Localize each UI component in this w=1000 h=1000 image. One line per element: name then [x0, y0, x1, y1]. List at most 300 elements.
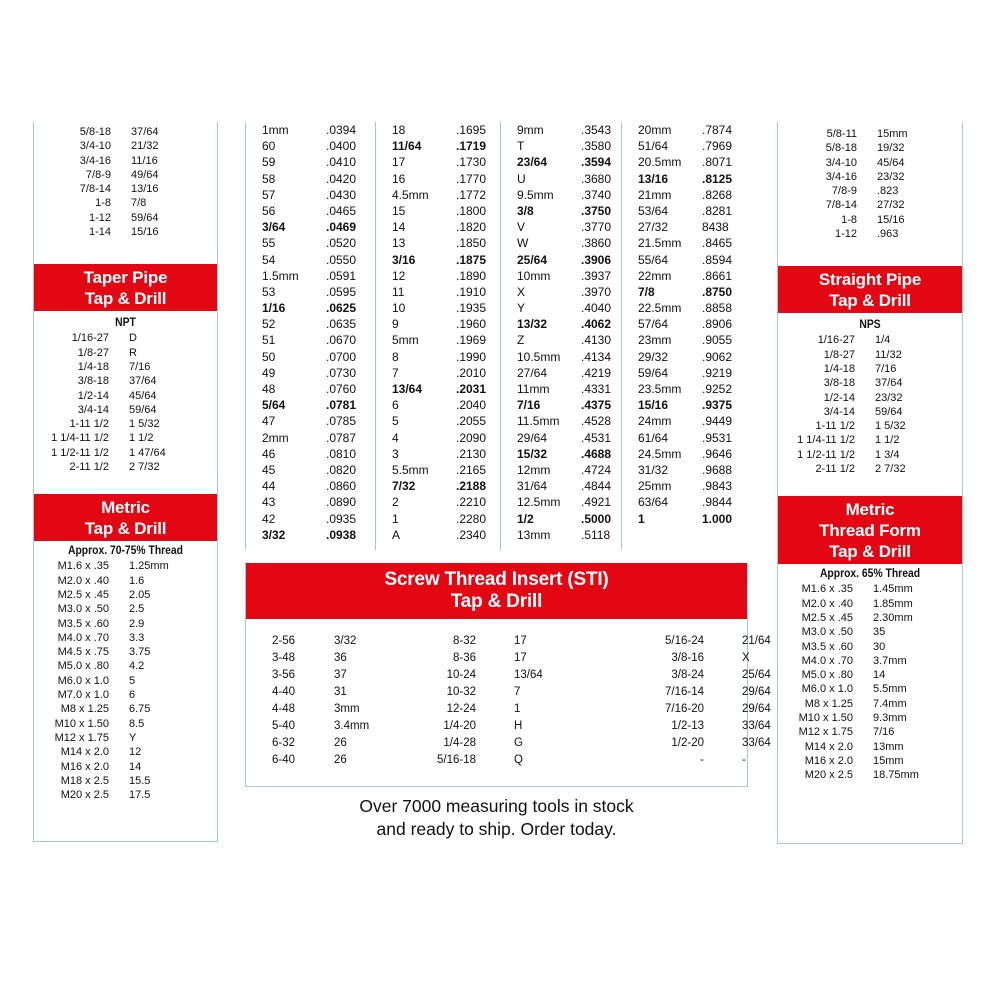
decimal-row	[246, 478, 372, 494]
decimal-row	[376, 316, 502, 332]
decimal-value: .2188	[456, 479, 487, 494]
drill-size: 5.5mm	[873, 683, 907, 696]
decimal-row	[501, 316, 627, 332]
decimal-value: .1910	[456, 284, 487, 299]
drill-size: 59/64	[129, 403, 157, 416]
taper-pipe-title-line1: Taper Pipe	[83, 268, 168, 288]
decimal-row	[622, 203, 748, 219]
table-row	[54, 617, 169, 631]
decimal-value: .1875	[456, 252, 487, 267]
drill-size: 19/32	[877, 142, 905, 155]
table-row	[56, 196, 159, 210]
drill-size: 15/16	[877, 213, 905, 226]
size-label: 2mm	[262, 430, 289, 445]
decimal-value: .1960	[456, 317, 487, 332]
decimal-row	[376, 284, 502, 300]
table-row	[54, 731, 169, 745]
decimal-value: .2280	[456, 511, 487, 526]
drill-size: 1/4	[875, 334, 891, 347]
decimal-value: .0785	[326, 414, 357, 429]
decimal-row	[246, 511, 372, 527]
decimal-row	[246, 365, 372, 381]
size-label: 25/64	[517, 252, 548, 267]
decimal-row	[246, 300, 372, 316]
drill-size: 7/16	[875, 362, 897, 375]
tap-size: 3/4-16	[825, 170, 857, 183]
size-label: 13/32	[517, 317, 548, 332]
decimal-value: .3860	[581, 236, 612, 251]
sti-tap-size: 12-24	[446, 703, 476, 715]
decimal-row	[622, 397, 748, 413]
tap-size: 1/4-18	[77, 360, 109, 373]
tap-size: 7/8-14	[79, 183, 111, 196]
tap-size: 1-11 1/2	[815, 420, 855, 433]
sti-tap-size: 4-40	[272, 686, 296, 698]
size-label: 43	[262, 495, 276, 510]
tap-size: 3/4-16	[79, 154, 111, 167]
drill-size: 1 1/2	[129, 432, 154, 445]
drill-size: 2.30mm	[873, 611, 913, 624]
decimal-value: .8281	[702, 203, 733, 218]
table-row	[54, 774, 169, 788]
decimal-row	[376, 154, 502, 170]
decimal-value: .0787	[326, 430, 357, 445]
decimal-value: .0820	[326, 462, 357, 477]
decimal-value: .4134	[581, 349, 612, 364]
tap-size: M16 x 2.0	[60, 760, 109, 773]
decimal-column	[500, 122, 627, 550]
tap-size: 7/8-14	[825, 199, 857, 212]
drill-size: .963	[877, 228, 899, 241]
decimal-value: .4219	[581, 365, 612, 380]
tap-size: M4.0 x .70	[801, 654, 853, 667]
decimal-value: .1990	[456, 349, 487, 364]
decimal-value: .9843	[702, 479, 733, 494]
decimal-value: .2040	[456, 398, 487, 413]
decimal-value: .0860	[326, 479, 357, 494]
table-row	[798, 611, 919, 625]
drill-size: 13mm	[873, 740, 904, 753]
decimal-value: .8071	[702, 155, 733, 170]
decimal-row	[622, 511, 748, 527]
decimal-value: .8750	[702, 284, 733, 299]
sti-drill-size: 21/64	[742, 635, 771, 647]
drill-size: 1.45mm	[873, 583, 913, 596]
table-row	[44, 360, 166, 374]
size-label: 23/64	[517, 155, 548, 170]
decimal-column	[375, 122, 502, 550]
size-label: 18	[392, 123, 406, 137]
drill-size: 15.5	[129, 774, 151, 787]
sti-tap-size: 6-40	[272, 754, 296, 766]
decimal-equivalents-table	[245, 122, 748, 552]
drill-size: 27/32	[877, 199, 905, 212]
table-row	[802, 213, 908, 227]
decimal-row	[246, 203, 372, 219]
metric-banner	[34, 494, 217, 541]
decimal-value: .9688	[702, 462, 733, 477]
decimal-value: .1935	[456, 301, 487, 316]
decimal-row	[622, 154, 748, 170]
tap-size: 3/4-10	[825, 156, 857, 169]
size-label: 22.5mm	[638, 301, 682, 316]
table-row	[798, 740, 919, 754]
table-row	[56, 154, 159, 168]
sti-drill-size: 37	[334, 669, 347, 681]
table-row	[56, 182, 159, 196]
decimal-row	[376, 203, 502, 219]
size-label: 12mm	[517, 462, 551, 477]
decimal-row	[376, 511, 502, 527]
table-row	[798, 668, 919, 682]
size-label: 5mm	[392, 333, 419, 348]
size-label: 9	[392, 317, 399, 332]
size-label: 56	[262, 203, 276, 218]
drill-size: 49/64	[131, 168, 159, 181]
decimal-value: .0520	[326, 236, 357, 251]
size-label: 3/64	[262, 220, 286, 235]
table-row	[54, 788, 169, 802]
sti-drill-size: H	[514, 720, 523, 732]
decimal-row	[246, 122, 372, 138]
drill-size: 7/16	[129, 360, 151, 373]
decimal-row	[246, 527, 372, 543]
size-label: 22mm	[638, 268, 672, 283]
drill-size: 2 7/32	[129, 461, 160, 474]
drill-size: 2.9	[129, 617, 145, 630]
sti-drill-size: 29/64	[742, 686, 771, 698]
size-label: 59/64	[638, 365, 669, 380]
decimal-row	[376, 219, 502, 235]
tap-size: M8 x 1.25	[804, 697, 853, 710]
decimal-row	[622, 494, 748, 510]
decimal-value: .0465	[326, 203, 357, 218]
tap-size: M8 x 1.25	[60, 703, 109, 716]
sti-tap-size: 8-36	[452, 652, 476, 664]
decimal-row	[376, 381, 502, 397]
table-row	[54, 559, 169, 573]
drill-size: 1 5/32	[129, 418, 160, 431]
table-row	[44, 460, 166, 474]
decimal-row	[501, 413, 627, 429]
decimal-value: .9646	[702, 446, 733, 461]
tap-size: M12 x 1.75	[54, 731, 109, 744]
tap-size: 2-11 1/2	[69, 461, 109, 474]
size-label: 53/64	[638, 203, 669, 218]
size-label: 1/2	[517, 511, 534, 526]
decimal-row	[622, 430, 748, 446]
decimal-row	[376, 462, 502, 478]
decimal-row	[376, 478, 502, 494]
metric-subhead: Approx. 70-75% Thread	[67, 545, 184, 558]
table-row	[54, 574, 169, 588]
decimal-row	[622, 381, 748, 397]
decimal-row	[246, 316, 372, 332]
size-label: A	[392, 527, 401, 542]
tap-size: M3.0 x .50	[801, 626, 853, 639]
decimal-value: .0730	[326, 365, 357, 380]
size-label: 13/64	[392, 382, 423, 396]
size-label: 11.5mm	[517, 414, 560, 429]
tap-size: M4.0 x .70	[57, 631, 109, 644]
tap-size: M20 x 2.5	[804, 769, 853, 782]
decimal-value: .1890	[456, 268, 487, 283]
decimal-value: .9219	[702, 365, 733, 380]
table-row	[798, 625, 919, 639]
size-label: 24.5mm	[638, 446, 682, 461]
decimal-row	[501, 494, 627, 510]
decimal-row	[622, 138, 748, 154]
decimal-value: .2031	[456, 382, 487, 396]
decimal-column	[245, 122, 372, 550]
tap-size: M14 x 2.0	[60, 746, 109, 759]
decimal-row	[246, 397, 372, 413]
table-row	[44, 431, 166, 445]
sti-drill-size: 17	[514, 652, 527, 664]
decimal-value: .3970	[581, 284, 612, 299]
decimal-row	[376, 171, 502, 187]
size-label: 23.5mm	[638, 382, 682, 396]
decimal-value: .3906	[581, 252, 612, 267]
tap-size: 1 1/4-11 1/2	[797, 434, 855, 447]
tap-size: M10 x 1.50	[54, 717, 109, 730]
size-label: 12.5mm	[517, 495, 561, 510]
straight-pipe-title-line1: Straight Pipe	[818, 270, 922, 290]
sti-drill-size: 3/32	[334, 635, 357, 647]
decimal-value: .0635	[326, 317, 357, 332]
size-label: 52	[262, 317, 276, 332]
decimal-row	[501, 154, 627, 170]
size-label: 20.5mm	[638, 155, 682, 170]
drill-size: 1 3/4	[875, 448, 900, 461]
decimal-row	[501, 122, 627, 138]
mtf-title-line3: Tap & Drill	[829, 542, 911, 562]
tap-size: M20 x 2.5	[60, 789, 109, 802]
decimal-value: .0394	[326, 123, 357, 137]
decimal-value: .8594	[702, 252, 733, 267]
tap-size: 3/8-18	[823, 377, 855, 390]
decimal-row	[376, 446, 502, 462]
table-row	[44, 389, 166, 403]
table-row	[56, 168, 159, 182]
decimal-value: .8858	[702, 301, 733, 316]
decimal-value: .2090	[456, 430, 487, 445]
size-label: 27/32	[638, 220, 669, 235]
size-label: 21.5mm	[638, 236, 682, 251]
table-row	[790, 433, 906, 447]
size-label: 48	[262, 382, 276, 396]
size-label: 57	[262, 187, 276, 202]
tap-size: M1.6 x .35	[801, 583, 853, 596]
decimal-row	[622, 252, 748, 268]
tap-size: M6.0 x 1.0	[57, 674, 109, 687]
sti-row	[272, 718, 802, 735]
tap-size: 1/8-27	[823, 348, 855, 361]
decimal-value: .4844	[581, 479, 612, 494]
tap-size: 1/16-27	[71, 332, 109, 345]
table-row	[798, 682, 919, 696]
drill-size: 1 5/32	[875, 420, 906, 433]
sti-drill-size: 7	[514, 686, 521, 698]
decimal-row	[501, 219, 627, 235]
npt-subhead: NPT	[115, 317, 136, 330]
table-row	[44, 346, 166, 360]
drill-size: 3.7mm	[873, 654, 907, 667]
mtf-title-line1: Metric	[845, 500, 895, 520]
decimal-row	[622, 268, 748, 284]
decimal-value: .9055	[702, 333, 733, 348]
drill-size: 15mm	[873, 754, 904, 767]
sti-row	[272, 650, 802, 667]
drill-size: 6.75	[129, 703, 151, 716]
mtf-subhead: Approx. 65% Thread	[819, 568, 921, 581]
size-label: 1.5mm	[262, 268, 299, 283]
tap-size: M2.5 x .45	[801, 611, 853, 624]
tap-size: 1-14	[88, 226, 111, 239]
size-label: 15	[392, 203, 406, 218]
table-row	[798, 597, 919, 611]
table-row	[54, 674, 169, 688]
decimal-value: .7874	[702, 123, 733, 137]
decimal-row	[376, 235, 502, 251]
decimal-value: .0595	[326, 284, 357, 299]
decimal-row	[246, 332, 372, 348]
drill-size: 15/16	[131, 226, 159, 239]
drill-size: 23/32	[877, 170, 905, 183]
size-label: 9.5mm	[517, 187, 554, 202]
tap-size: 1-12	[834, 228, 857, 241]
tap-size: 5/8-11	[826, 128, 857, 140]
size-label: 3	[392, 446, 399, 461]
decimal-row	[622, 365, 748, 381]
size-label: 10mm	[517, 268, 551, 283]
size-label: 7/16	[517, 398, 541, 413]
decimal-row	[376, 349, 502, 365]
tap-size: M3.0 x .50	[57, 603, 109, 616]
decimal-value: .4331	[581, 382, 612, 396]
size-label: 1	[638, 511, 645, 526]
nps-table	[790, 333, 906, 476]
sti-tap-size: 2-56	[272, 635, 296, 647]
sti-drill-size: X	[742, 652, 750, 664]
size-label: 13mm	[517, 527, 551, 542]
decimal-row	[246, 446, 372, 462]
size-label: 31/64	[517, 479, 548, 494]
sti-drill-size: 1	[514, 703, 521, 715]
size-label: 20mm	[638, 123, 672, 137]
size-label: 1	[392, 511, 399, 526]
straight-pipe-title-line2: Tap & Drill	[829, 291, 911, 311]
drill-size: 1 47/64	[129, 446, 166, 459]
table-row	[790, 448, 906, 462]
mtf-title-line2: Thread Form	[819, 521, 921, 541]
decimal-value: .4130	[581, 333, 612, 348]
size-label: 16	[392, 171, 406, 186]
size-label: 50	[262, 349, 276, 364]
metric-thread-form-banner	[778, 496, 962, 564]
size-label: 5/64	[262, 398, 286, 413]
drill-size: 14	[129, 760, 142, 773]
decimal-row	[246, 381, 372, 397]
decimal-row	[376, 268, 502, 284]
drill-size: 2.5	[129, 603, 145, 616]
tap-size: M2.5 x .45	[57, 588, 109, 601]
decimal-value: .4062	[581, 317, 612, 332]
decimal-value: .9375	[702, 398, 733, 413]
decimal-row	[501, 187, 627, 203]
decimal-column	[621, 122, 748, 550]
table-row	[56, 139, 159, 153]
decimal-value: .2055	[456, 414, 487, 429]
decimal-value: .0410	[326, 155, 357, 170]
drill-size: 17.5	[129, 789, 151, 802]
decimal-row	[376, 187, 502, 203]
table-row	[790, 405, 906, 419]
decimal-row	[376, 413, 502, 429]
decimal-row	[246, 462, 372, 478]
decimal-row	[376, 122, 502, 138]
drill-size: 23/32	[875, 391, 903, 404]
decimal-row	[622, 187, 748, 203]
drill-size: 11/32	[875, 348, 902, 361]
sti-tap-size: 10-32	[446, 686, 476, 698]
decimal-value: .0935	[326, 511, 357, 526]
size-label: 29/32	[638, 349, 669, 364]
table-row	[802, 227, 908, 241]
tap-size: 3/4-14	[77, 403, 109, 416]
table-row	[798, 640, 919, 654]
size-label: 3/8	[517, 203, 534, 218]
drill-size: 2 7/32	[875, 463, 906, 476]
drill-size: 15mm	[877, 128, 908, 140]
decimal-row	[622, 171, 748, 187]
size-label: 11	[392, 284, 405, 299]
size-label: 51/64	[638, 139, 669, 154]
decimal-value: .0670	[326, 333, 357, 348]
drill-size: 7/8	[131, 197, 147, 210]
drill-size: 9.3mm	[873, 712, 907, 725]
table-row	[44, 417, 166, 431]
decimal-value: .1730	[456, 155, 487, 170]
decimal-value: .0550	[326, 252, 357, 267]
size-label: 4.5mm	[392, 187, 429, 202]
table-row	[56, 125, 159, 139]
table-row	[802, 198, 908, 212]
decimal-row	[376, 527, 502, 543]
decimal-row	[376, 332, 502, 348]
decimal-row	[376, 252, 502, 268]
decimal-value: .0810	[326, 446, 357, 461]
npt-table	[44, 331, 166, 474]
sti-table	[272, 633, 802, 769]
sti-tap-size: 4-48	[272, 703, 296, 715]
sti-row	[272, 684, 802, 701]
decimal-value: .7969	[702, 139, 733, 154]
size-label: 53	[262, 284, 276, 299]
decimal-row	[501, 365, 627, 381]
decimal-value: 8438	[702, 220, 729, 235]
size-label: 59	[262, 155, 276, 170]
drill-size: 4.2	[129, 660, 145, 673]
table-row	[802, 184, 908, 198]
tap-size: M1.6 x .35	[57, 560, 109, 573]
table-row	[54, 602, 169, 616]
size-label: 4	[392, 430, 399, 445]
size-label: 13	[392, 236, 406, 251]
sti-drill-size: 29/64	[742, 703, 771, 715]
drill-size: 1 1/2	[875, 434, 900, 447]
decimal-value: .0625	[326, 301, 357, 316]
